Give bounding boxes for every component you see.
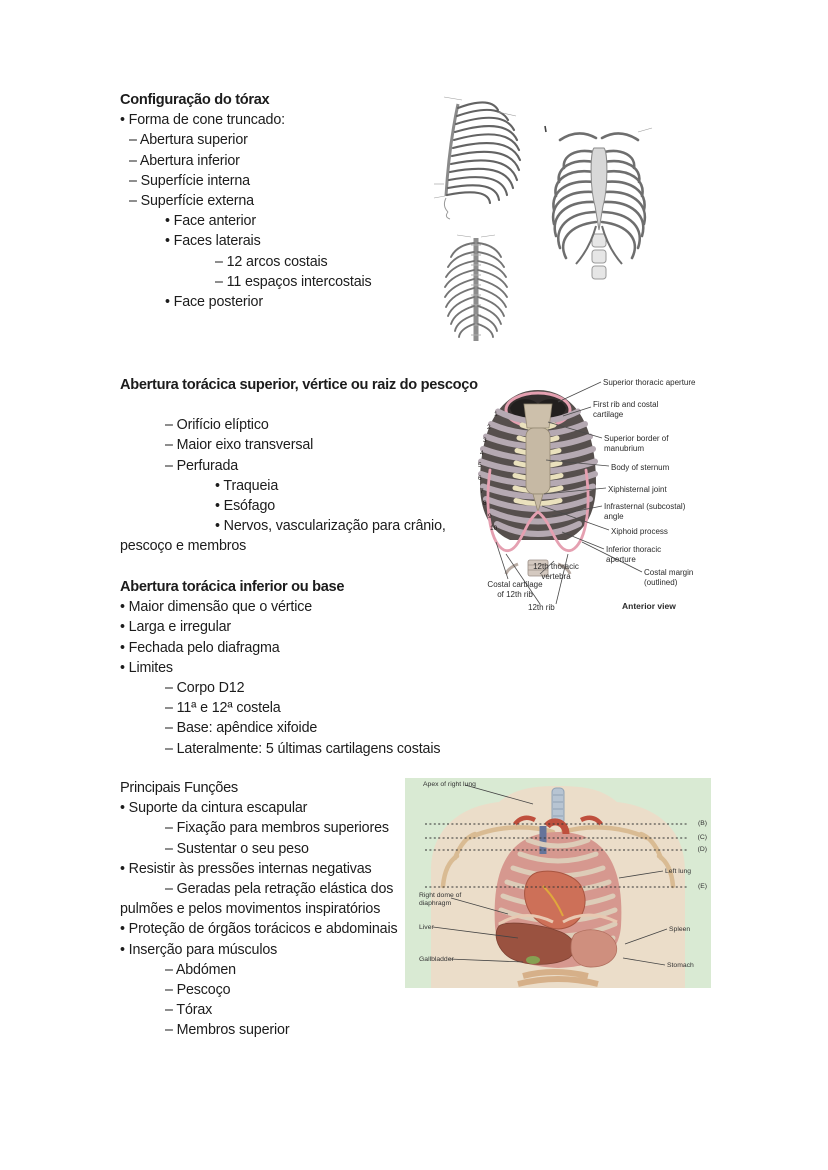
section-lines	[120, 597, 465, 759]
text-line: – Sustentar o seu peso	[165, 840, 309, 857]
figure-label: Apex of right lung	[423, 781, 476, 788]
text-line: – Superfície externa	[129, 193, 254, 210]
text-line: – 11 espaços intercostais	[215, 273, 372, 290]
figure-label: Spleen	[669, 926, 691, 933]
section-configuracao-torax	[120, 90, 465, 312]
text-line: – Superfície interna	[129, 172, 250, 189]
figure-label: Superior thoracic aperture	[603, 378, 696, 387]
section-heading: Principais Funções	[120, 780, 238, 796]
ribcage-lateral-illustration	[428, 92, 533, 220]
rib-number: 2	[487, 424, 491, 431]
rib-number: 3	[483, 437, 487, 444]
text-line: • Nervos, vascularização para crânio,	[215, 518, 446, 535]
text-line: • Forma de cone truncado:	[120, 112, 285, 129]
figure-label: (D)	[697, 846, 707, 853]
ribcage-posterior-illustration	[437, 233, 515, 345]
text-line: • Inserção para músculos	[120, 941, 278, 958]
section-heading: Abertura torácica superior, vértice ou raiz do pescoço	[120, 377, 478, 393]
rib-number: 7	[480, 488, 484, 495]
rib-number: 1	[494, 411, 498, 418]
section-heading: Configuração do tórax	[120, 92, 270, 108]
text-line: – Abdómen	[165, 961, 236, 978]
text-line: • Limites	[120, 659, 173, 676]
figure-label: (E)	[697, 883, 707, 890]
text-line: – Tórax	[165, 1002, 213, 1019]
text-line: • Traqueia	[215, 477, 279, 494]
section-abertura-superior	[120, 375, 478, 557]
text-line: • Proteção de órgãos torácicos e abdominais	[120, 921, 398, 938]
text-line: – Pescoço	[165, 982, 231, 999]
figure-label: Infrasternal (subcostal) angle	[604, 502, 686, 521]
text-line: • Suporte da cintura escapular	[120, 800, 308, 817]
figure-label: Right dome of diaphragm	[419, 892, 462, 907]
text-line: • Faces laterais	[165, 233, 261, 250]
text-line: • Fechada pelo diafragma	[120, 639, 280, 656]
figure-label: Liver	[419, 924, 434, 931]
text-line: – Maior eixo transversal	[165, 437, 314, 454]
text-line: – Abertura inferior	[129, 152, 240, 169]
text-line: – Orifício elíptico	[165, 417, 269, 434]
text-line: • Larga e irregular	[120, 619, 232, 636]
figure-label: (B)	[697, 820, 707, 827]
section-lines	[120, 110, 465, 312]
text-line: – Perfurada	[165, 457, 239, 474]
rib-number: 9	[488, 513, 492, 520]
figure-label: Inferior thoracic aperture	[606, 545, 662, 564]
text-line: – 12 arcos costais	[215, 253, 328, 270]
figure-caption: Anterior view	[622, 601, 676, 611]
text-line: – Fixação para membros superiores	[165, 820, 389, 837]
text-line: – Base: apêndice xifoide	[165, 720, 318, 737]
figure-label: Superior border of manubrium	[604, 434, 669, 453]
spacer	[120, 395, 465, 415]
figure-thorax-labeled	[460, 374, 718, 630]
figure-label: Xiphisternal joint	[608, 485, 667, 494]
rib-number: 10	[490, 525, 498, 532]
rib-number: 6	[478, 475, 482, 482]
figure-label: (C)	[697, 834, 707, 841]
text-line: • Esófago	[215, 498, 276, 515]
text-line: – Lateralmente: 5 últimas cartilagens costais	[165, 740, 441, 757]
text-line: – Geradas pela retração elástica dos	[165, 881, 394, 898]
figure-ribcage-engravings	[425, 88, 660, 350]
text-line: – Corpo D12	[165, 680, 245, 697]
figure-label: Xiphoid process	[611, 527, 668, 536]
text-line: pescoço e membros	[120, 538, 247, 555]
rib-number: 4	[480, 450, 484, 457]
figure-label: Body of sternum	[611, 463, 670, 472]
section-heading: Abertura torácica inferior ou base	[120, 579, 345, 595]
section-abertura-inferior	[120, 577, 465, 759]
figure-label: Left lung	[665, 868, 692, 875]
figure-label: Costal margin (outlined)	[644, 568, 694, 587]
text-line: – Membros superior	[165, 1022, 290, 1039]
rib-number: 8	[483, 500, 487, 507]
text-line: pulmões e pelos movimentos inspiratórios	[120, 901, 381, 918]
text-line: • Maior dimensão que o vértice	[120, 599, 313, 616]
rib-number: 5	[478, 462, 482, 469]
text-line: • Face anterior	[165, 213, 256, 230]
text-line: • Resistir às pressões internas negativas	[120, 860, 372, 877]
figure-label: Gallbladder	[419, 956, 454, 963]
section-lines	[120, 415, 465, 556]
figure-label: First rib and costal cartilage	[593, 400, 659, 419]
figure-label: 12th thoracic vertebra	[533, 562, 579, 581]
figure-torso-organs	[403, 776, 713, 992]
figure-label: 12th rib	[528, 603, 555, 612]
text-line: – Abertura superior	[129, 132, 248, 149]
figure-label: Costal cartilage of 12th rib	[487, 580, 543, 599]
figure-label: Stomach	[667, 962, 694, 969]
ribcage-anterior-illustration	[540, 118, 658, 296]
text-line: – 11ª e 12ª costela	[165, 700, 281, 717]
text-line: • Face posterior	[165, 294, 263, 311]
